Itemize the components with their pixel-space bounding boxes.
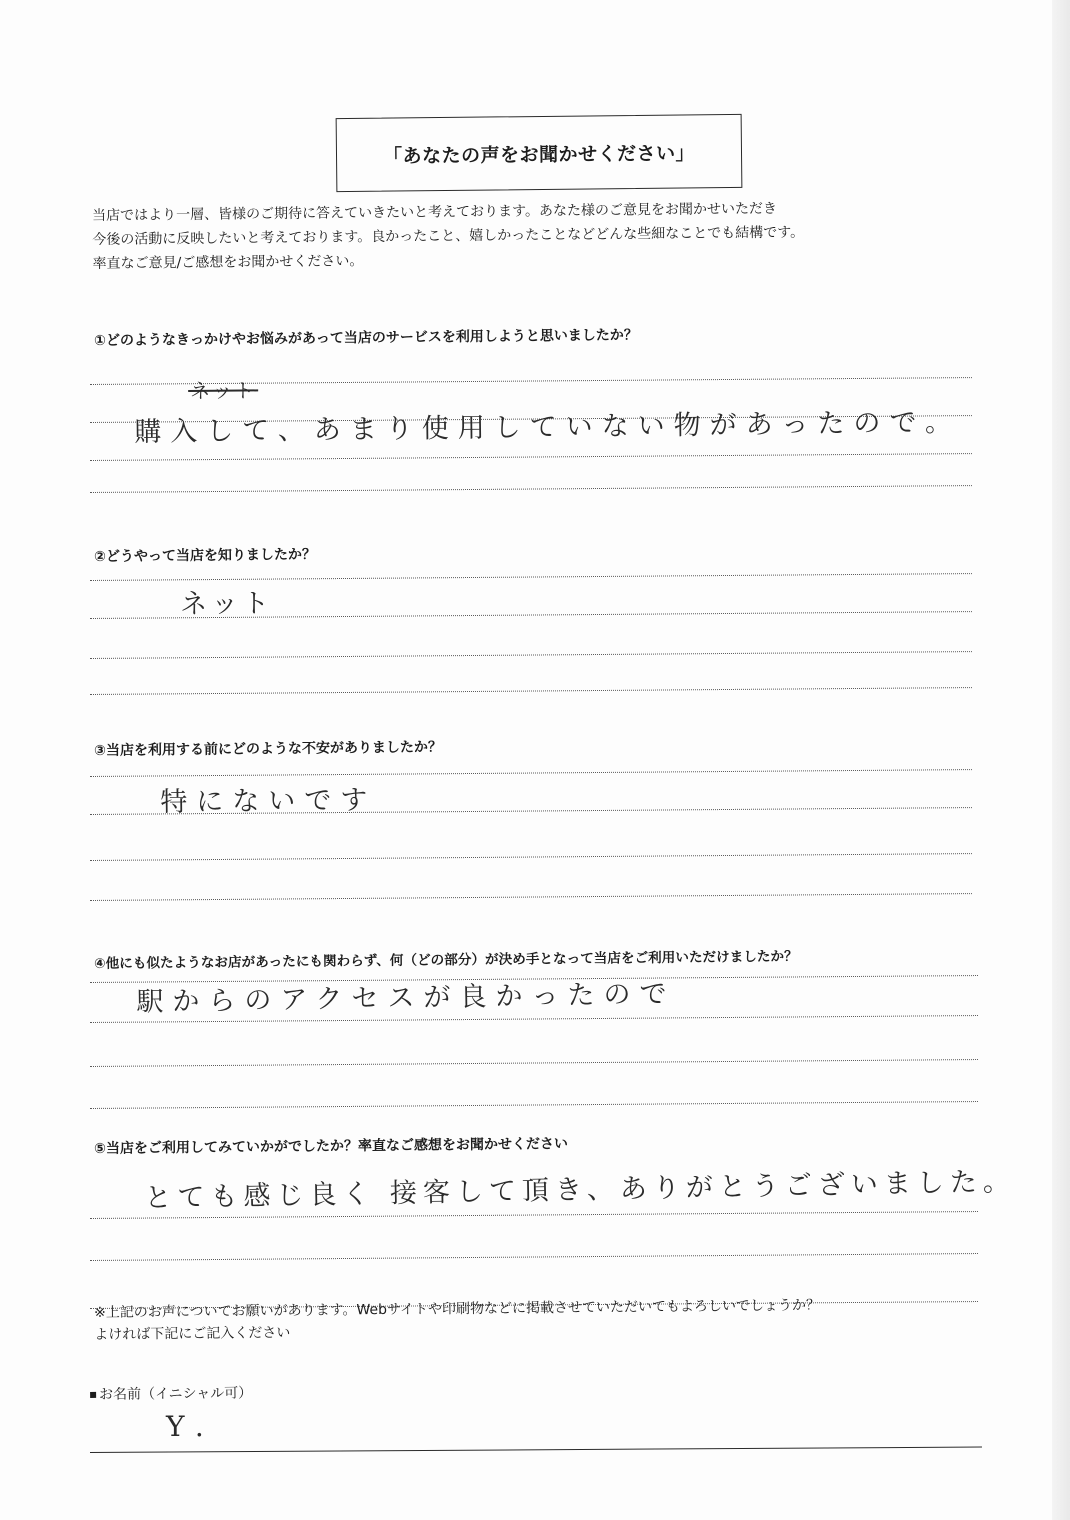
answer-1-struck bbox=[190, 373, 256, 405]
question-3: ③当店を利用する前にどのような不安がありましたか？ bbox=[94, 739, 443, 759]
answer-line bbox=[90, 485, 972, 493]
title-box bbox=[336, 114, 743, 192]
intro-line: 今後の活動に反映したいと考えております。良かったこと、嬉しかったことなどどんな些細なことでも結構です。 bbox=[92, 224, 805, 248]
note-line: ※上記のお声についてお願いがあります。Webサイトや印刷物などに掲載させていただいてもよろしいでしょうか？ bbox=[94, 1297, 821, 1321]
name-value: Y. bbox=[166, 1410, 218, 1443]
page-title: 「あなたの声をお聞かせください」 bbox=[382, 141, 696, 168]
answer-line bbox=[90, 1059, 978, 1067]
answer-line bbox=[90, 893, 972, 901]
answer-line bbox=[90, 573, 972, 581]
name-line bbox=[90, 1447, 982, 1453]
answer-1: 購入して、あまり使用していない物があったので。 bbox=[134, 406, 962, 448]
struck-text: ネット bbox=[190, 374, 256, 404]
question-2: ②どうやって当店を知りましたか？ bbox=[94, 546, 317, 565]
answer-line bbox=[90, 853, 972, 861]
answer-line bbox=[90, 453, 972, 461]
question-4: ④他にも似たようなお店があったにも関わらず、何（どの部分）が決め手となって当店をご利用いただけましたか？ bbox=[94, 948, 798, 972]
answer-5: とても感じ良く 接客して頂き、ありがとうございました。 bbox=[144, 1166, 1017, 1214]
intro-text bbox=[92, 195, 983, 276]
intro-line: 率直なご意見/ご感想をお聞かせください。 bbox=[92, 253, 364, 272]
question-5: ⑤当店をご利用してみていかがでしたか？率直なご感想をお聞かせください bbox=[94, 1136, 569, 1157]
permission-note bbox=[94, 1294, 820, 1346]
answer-3: 特にないです bbox=[160, 784, 377, 818]
answer-line bbox=[90, 1101, 978, 1109]
answer-4: 駅からのアクセスが良かったので bbox=[136, 978, 676, 1018]
note-line: よければ下記にご記入ください bbox=[94, 1324, 291, 1343]
page-edge bbox=[1052, 0, 1070, 1520]
answer-line bbox=[90, 651, 972, 659]
name-label bbox=[90, 1382, 252, 1404]
question-1: ①どのようなきっかけやお悩みがあって当店のサービスを利用しようと思いましたか？ bbox=[94, 327, 638, 349]
answer-line bbox=[90, 687, 972, 695]
square-bullet-icon bbox=[90, 1392, 96, 1398]
answer-line bbox=[90, 1253, 978, 1261]
name-label-text: お名前（イニシャル可） bbox=[99, 1385, 253, 1403]
answer-line bbox=[90, 769, 972, 777]
answer-2: ネット bbox=[180, 588, 274, 620]
intro-line: 当店ではより一層、皆様のご期待に答えていきたいと考えております。あなた様のご意見をお聞かせいただき bbox=[92, 200, 778, 224]
